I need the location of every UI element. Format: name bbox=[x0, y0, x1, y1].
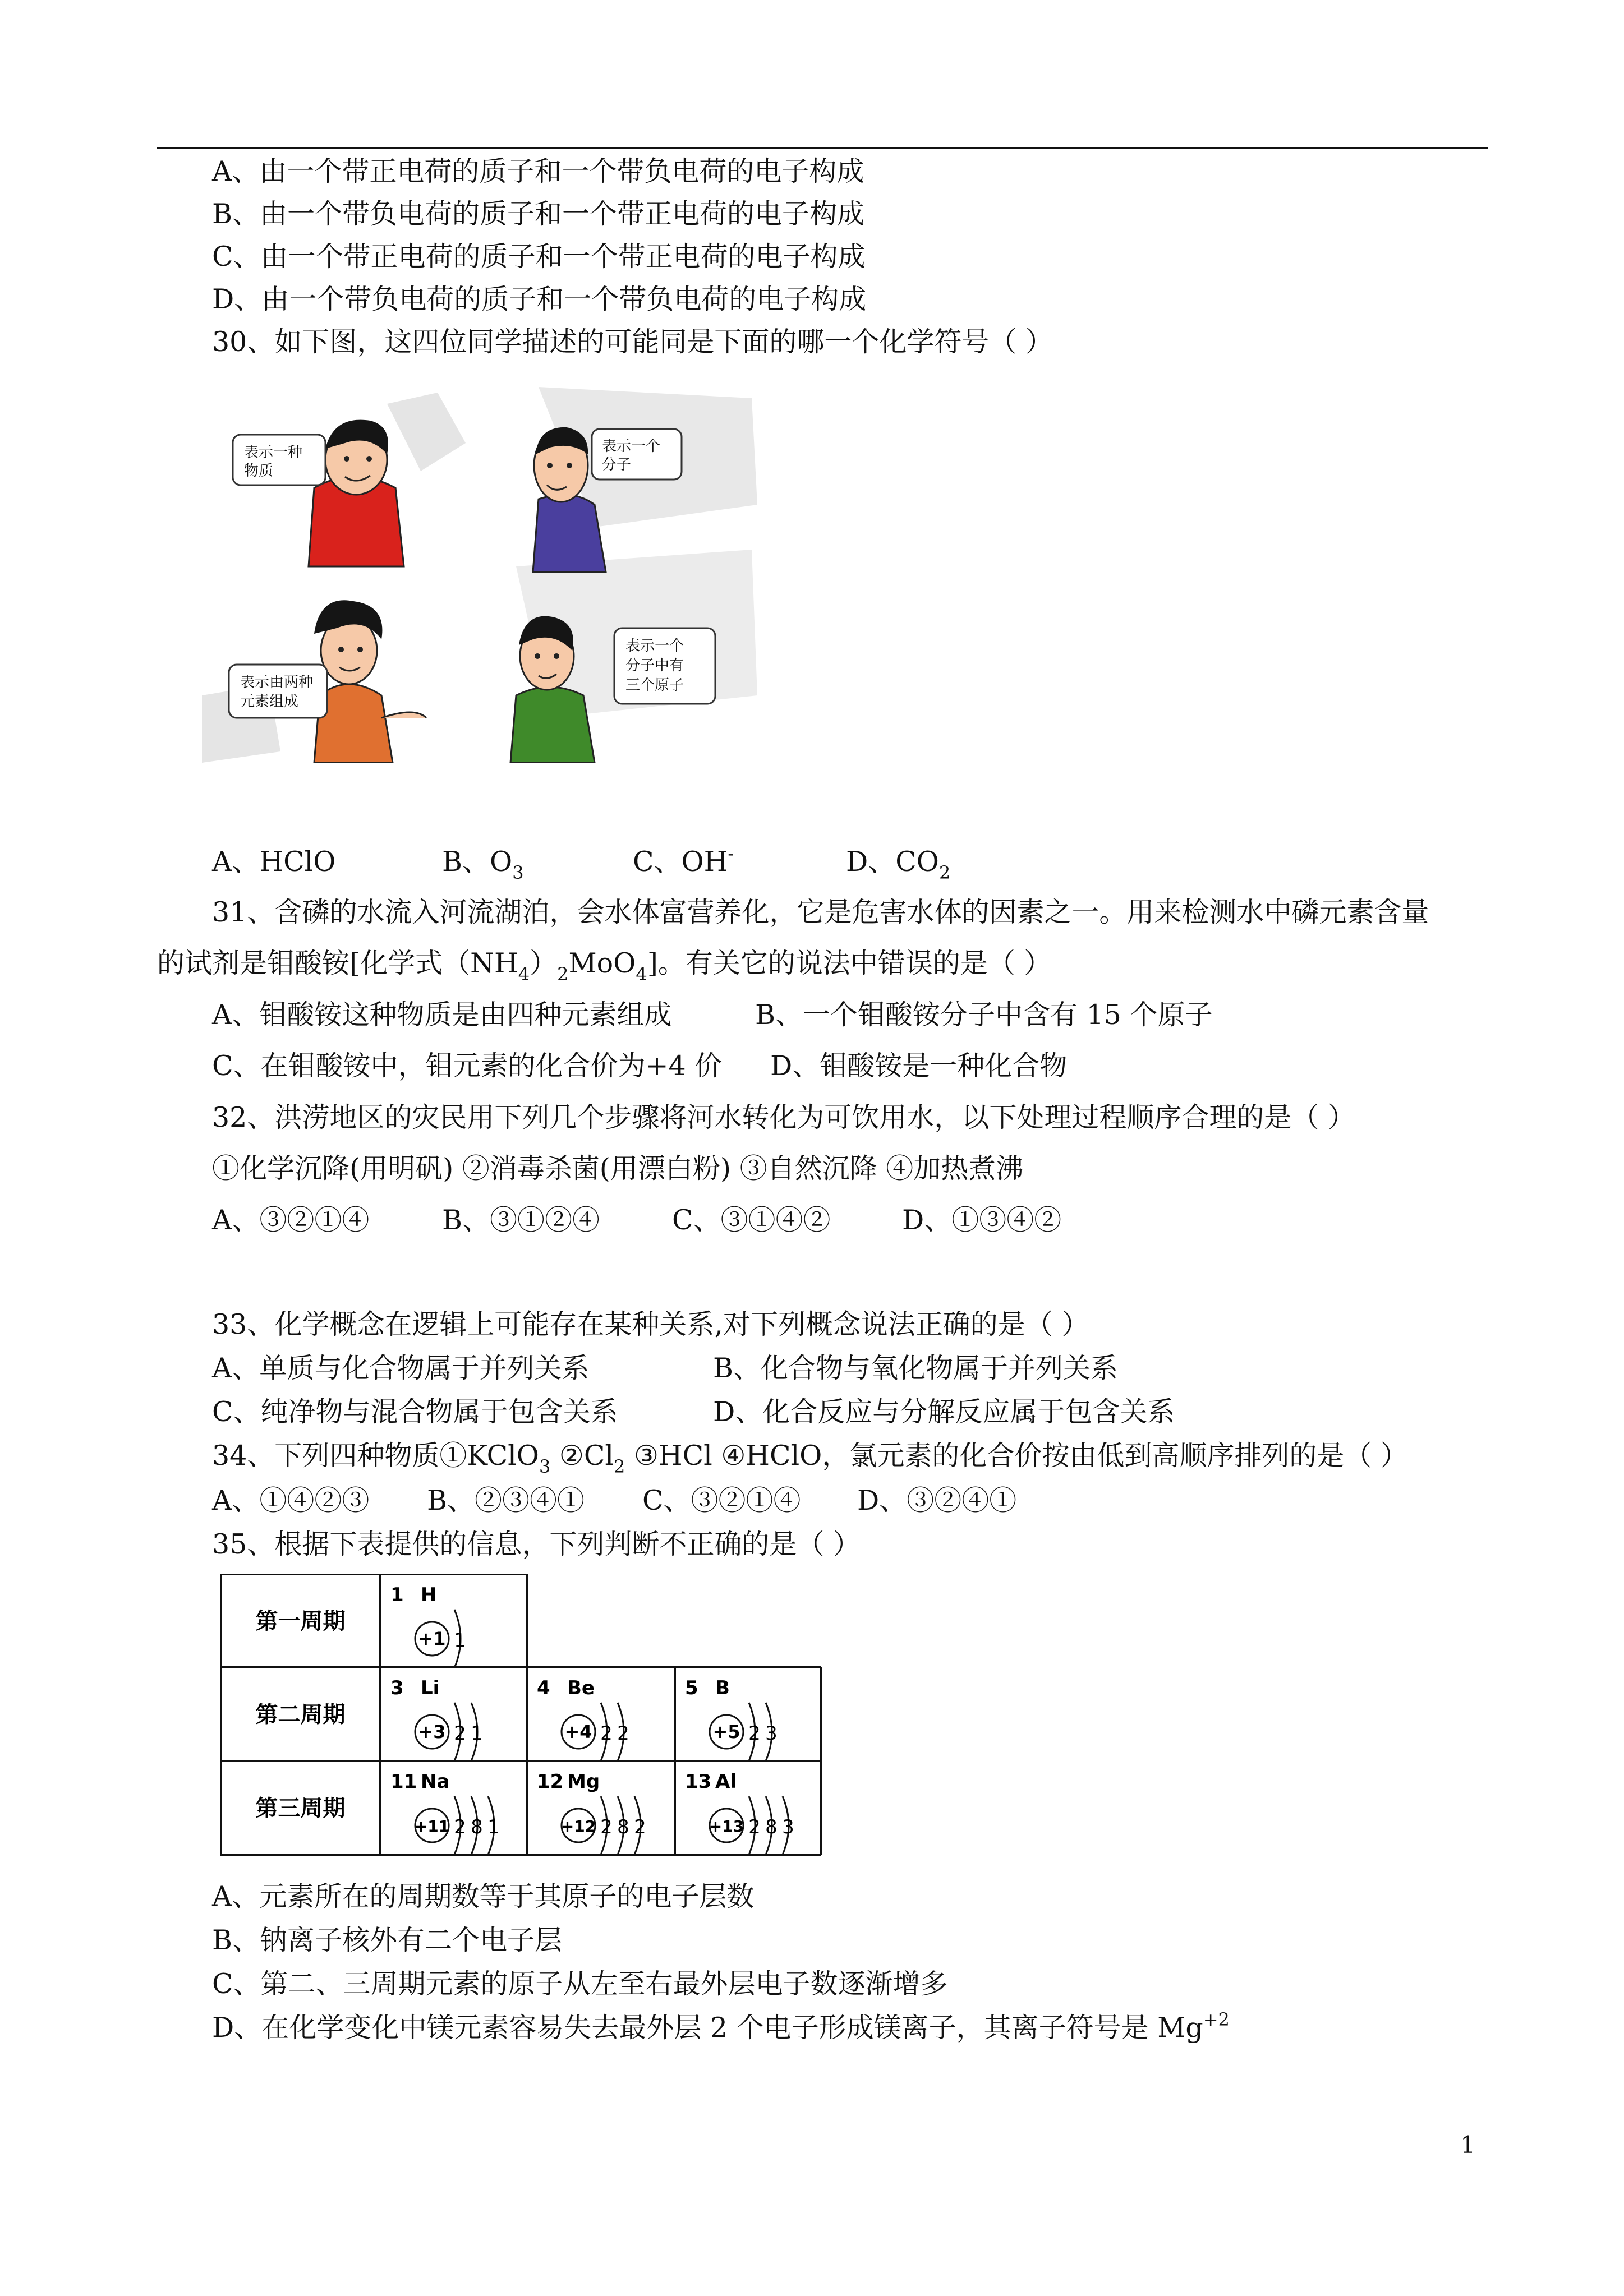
option-34-c: C、③②①④ bbox=[642, 1484, 801, 1516]
element-symbol: Mg bbox=[567, 1771, 600, 1793]
option-31-b: B、一个钼酸铵分子中含有 15 个原子 bbox=[755, 999, 1213, 1031]
header-rule bbox=[157, 147, 1488, 149]
period-label: 第三周期 bbox=[255, 1795, 346, 1822]
options-32-row bbox=[212, 1204, 1061, 1237]
option-33-a: A、单质与化合物属于并列关系 bbox=[212, 1352, 590, 1384]
option-30-c-superscript: - bbox=[728, 843, 734, 864]
option-35-d bbox=[212, 2011, 1230, 2048]
bubble-3-line-1: 表示由两种 bbox=[240, 674, 314, 691]
element-symbol: H bbox=[421, 1584, 437, 1606]
option-34-d: D、③②④① bbox=[857, 1484, 1017, 1516]
option-30-d-subscript: 2 bbox=[938, 862, 951, 883]
option-32-b: B、③①②④ bbox=[442, 1204, 600, 1236]
question-32: 32、洪涝地区的灾民用下列几个步骤将河水转化为可饮用水，以下处理过程顺序合理的是（ ） bbox=[212, 1101, 1355, 1133]
option-30-d-text: D、CO bbox=[846, 846, 939, 878]
shell-electron-count: 1 bbox=[487, 1816, 500, 1838]
nucleus-charge: +13 bbox=[709, 1817, 744, 1836]
option-30-c bbox=[633, 845, 846, 882]
option-35-d-text: D、在化学变化中镁元素容易失去最外层 2 个电子形成镁离子，其离子符号是 Mg bbox=[212, 2012, 1203, 2044]
element-symbol: Na bbox=[421, 1771, 450, 1793]
nucleus-charge: +5 bbox=[712, 1721, 740, 1742]
option-35-b: B、钠离子核外有二个电子层 bbox=[212, 1924, 563, 1956]
option-30-c-text: C、OH bbox=[633, 846, 728, 878]
option-32-c: C、③①④② bbox=[672, 1204, 831, 1236]
nucleus-charge: +4 bbox=[564, 1721, 592, 1742]
q31-sub-1: 4 bbox=[518, 963, 530, 985]
bubble-1-line-2: 物质 bbox=[244, 463, 274, 480]
bubble-1-line-1: 表示一种 bbox=[244, 444, 303, 461]
period-label: 第一周期 bbox=[255, 1608, 346, 1634]
options-30-row bbox=[212, 845, 950, 882]
element-number: 5 bbox=[685, 1677, 698, 1699]
options-31-row-2 bbox=[212, 1049, 1067, 1083]
element-number: 13 bbox=[685, 1771, 712, 1793]
shell-electron-count: 3 bbox=[765, 1722, 778, 1745]
option-30-b-text: B、O bbox=[442, 846, 513, 878]
cartoon-figure bbox=[202, 381, 763, 763]
option-29-b: B、由一个带负电荷的质子和一个带正电荷的电子构成 bbox=[212, 198, 865, 230]
option-33-c: C、纯净物与混合物属于包含关系 bbox=[212, 1396, 618, 1428]
nucleus-charge: +1 bbox=[418, 1628, 446, 1649]
option-29-a: A、由一个带正电荷的质子和一个带负电荷的电子构成 bbox=[212, 155, 864, 187]
shell-electron-count: 2 bbox=[634, 1816, 646, 1838]
shell-electron-count: 1 bbox=[471, 1722, 483, 1745]
period-label: 第二周期 bbox=[255, 1702, 346, 1728]
option-31-c: C、在钼酸铵中，钼元素的化合价为+4 价 bbox=[212, 1050, 723, 1082]
element-symbol: Be bbox=[567, 1677, 595, 1699]
shell-electron-count: 2 bbox=[600, 1722, 613, 1745]
question-31-line-2 bbox=[157, 947, 1051, 983]
shell-electron-count: 2 bbox=[748, 1722, 761, 1745]
element-number: 3 bbox=[390, 1677, 404, 1699]
nucleus-charge: +12 bbox=[560, 1817, 596, 1836]
option-32-d: D、①③④② bbox=[902, 1204, 1062, 1236]
option-34-b: B、②③④① bbox=[427, 1484, 585, 1516]
options-33-row-2 bbox=[212, 1395, 1175, 1429]
element-symbol: B bbox=[715, 1677, 730, 1699]
option-35-a: A、元素所在的周期数等于其原子的电子层数 bbox=[212, 1880, 755, 1912]
page-number: 1 bbox=[1460, 2131, 1475, 2159]
question-30: 30、如下图，这四位同学描述的可能同是下面的哪一个化学符号（ ） bbox=[212, 326, 1053, 358]
option-30-b-subscript: 3 bbox=[512, 862, 524, 883]
element-number: 11 bbox=[390, 1771, 417, 1793]
question-31-line-1: 31、含磷的水流入河流湖泊，会水体富营养化，它是危害水体的因素之一。用来检测水中磷元素含量 bbox=[212, 896, 1429, 928]
option-29-d: D、由一个带负电荷的质子和一个带负电荷的电子构成 bbox=[212, 283, 867, 315]
nucleus-charge: +3 bbox=[418, 1721, 446, 1742]
element-number: 4 bbox=[537, 1677, 550, 1699]
nucleus-charge: +11 bbox=[414, 1817, 450, 1836]
q34-sub-2: 2 bbox=[614, 1456, 625, 1477]
element-number: 1 bbox=[390, 1584, 404, 1606]
bubble-4-line-2: 分子中有 bbox=[625, 657, 684, 674]
q31-text-d: ]。有关它的说法中错误的是（ ） bbox=[647, 947, 1052, 979]
option-30-b bbox=[442, 845, 633, 882]
option-30-d bbox=[846, 845, 950, 882]
element-number: 12 bbox=[537, 1771, 564, 1793]
option-33-d: D、化合反应与分解反应属于包含关系 bbox=[713, 1396, 1175, 1428]
bubble-2-line-1: 表示一个 bbox=[602, 438, 661, 455]
element-symbol: Al bbox=[715, 1771, 737, 1793]
option-32-a: A、③②①④ bbox=[212, 1204, 370, 1236]
periodic-table bbox=[220, 1574, 838, 1868]
shell-electron-count: 8 bbox=[471, 1816, 483, 1838]
shell-electron-count: 1 bbox=[454, 1629, 466, 1652]
option-31-a: A、钼酸铵这种物质是由四种元素组成 bbox=[212, 999, 672, 1031]
shell-electron-count: 2 bbox=[617, 1722, 629, 1745]
q31-sub-2: 2 bbox=[557, 963, 569, 985]
q31-text-a: 的试剂是钼酸铵[化学式（NH bbox=[157, 947, 518, 979]
options-31-row-1 bbox=[212, 998, 1213, 1032]
shell-electron-count: 2 bbox=[748, 1816, 761, 1838]
options-33-row-1 bbox=[212, 1352, 1118, 1385]
shell-electron-count: 2 bbox=[454, 1722, 466, 1745]
shell-electron-count: 3 bbox=[782, 1816, 794, 1838]
option-33-b: B、化合物与氧化物属于并列关系 bbox=[713, 1352, 1119, 1384]
option-35-d-superscript: +2 bbox=[1203, 2009, 1230, 2030]
option-31-d: D、钼酸铵是一种化合物 bbox=[770, 1050, 1068, 1082]
option-35-c: C、第二、三周期元素的原子从左至右最外层电子数逐渐增多 bbox=[212, 1968, 948, 2000]
options-34-row bbox=[212, 1484, 1016, 1518]
q34-sub-1: 3 bbox=[539, 1456, 551, 1477]
question-34 bbox=[212, 1439, 1408, 1476]
q31-sub-3: 4 bbox=[636, 963, 647, 985]
option-34-a: A、①④②③ bbox=[212, 1484, 370, 1516]
shell-electron-count: 8 bbox=[765, 1816, 778, 1838]
q34-text-b: ②Cl bbox=[550, 1440, 614, 1472]
q31-text-c: MoO bbox=[568, 947, 636, 979]
question-33: 33、化学概念在逻辑上可能存在某种关系,对下列概念说法正确的是（ ） bbox=[212, 1308, 1089, 1340]
shell-electron-count: 8 bbox=[617, 1816, 629, 1838]
q34-text-c: ③HCl ④HClO，氯元素的化合价按由低到高顺序排列的是（ ） bbox=[625, 1440, 1408, 1472]
shell-electron-count: 2 bbox=[454, 1816, 466, 1838]
q34-text-a: 34、下列四种物质①KClO bbox=[212, 1440, 539, 1472]
question-32-steps: ①化学沉降(用明矾) ②消毒杀菌(用漂白粉) ③自然沉降 ④加热煮沸 bbox=[212, 1152, 1024, 1184]
bubble-4-line-1: 表示一个 bbox=[625, 638, 684, 654]
option-29-c: C、由一个带正电荷的质子和一个带正电荷的电子构成 bbox=[212, 241, 866, 273]
q31-text-b: ） bbox=[530, 947, 558, 979]
question-35: 35、根据下表提供的信息，下列判断不正确的是（ ） bbox=[212, 1528, 861, 1560]
option-30-a: A、HClO bbox=[212, 846, 336, 878]
element-symbol: Li bbox=[421, 1677, 440, 1699]
bubble-3-line-2: 元素组成 bbox=[240, 693, 299, 710]
shell-electron-count: 2 bbox=[600, 1816, 613, 1838]
bubble-2-line-2: 分子 bbox=[602, 457, 632, 473]
bubble-4-line-3: 三个原子 bbox=[625, 677, 684, 694]
